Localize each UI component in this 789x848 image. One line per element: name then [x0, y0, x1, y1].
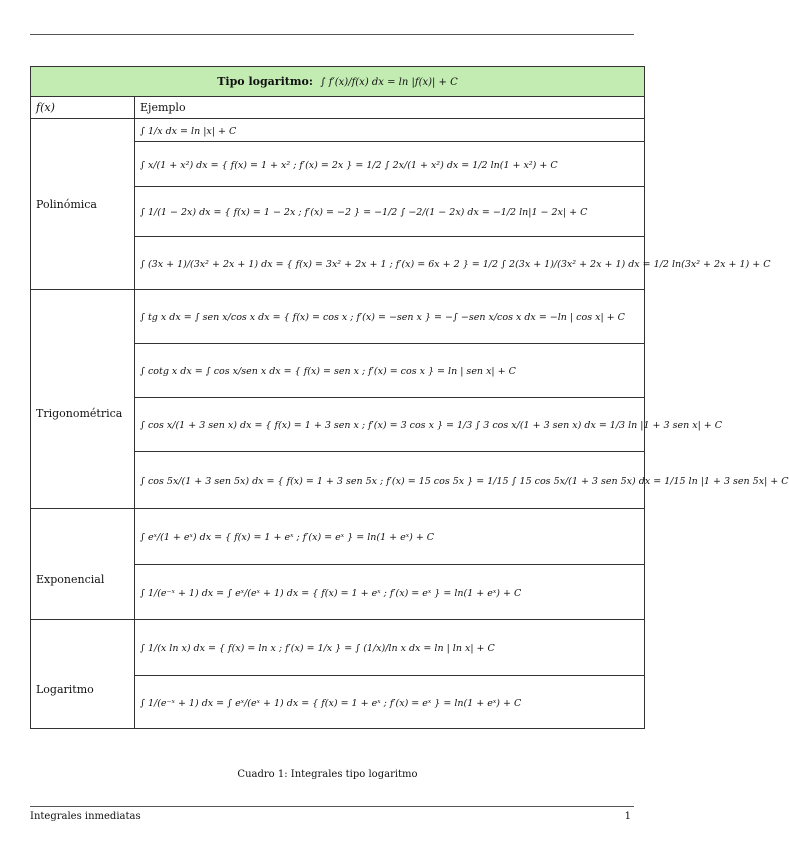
table-caption: Cuadro 1: Integrales tipo logaritmo: [237, 769, 418, 780]
example-formula: ∫ cos 5x/(1 + 3 sen 5x) dx = { f(x) = 1 + 3 sen 5x ; f′(x) = 15 cos 5x } = 1/15 ∫ 15 cos 5x/(1 + 3 sen 5x) dx = 1/15 ln |1 + 3 sen 5x| + C: [135, 452, 645, 509]
example-formula: ∫ 1/(e⁻ˣ + 1) dx = ∫ eˣ/(eˣ + 1) dx = { f(x) = 1 + eˣ ; f′(x) = eˣ } = ln(1 + eˣ) + C: [135, 676, 645, 729]
example-formula: ∫ 1/(1 − 2x) dx = { f(x) = 1 − 2x ; f′(x) = −2 } = −1/2 ∫ −2/(1 − 2x) dx = −1/2 ln|1 − 2x| + C: [135, 187, 645, 237]
example-formula: ∫ cotg x dx = ∫ cos x/sen x dx = { f(x) = sen x ; f′(x) = cos x } = ln | sen x| + C: [135, 344, 645, 398]
example-formula: ∫ eˣ/(1 + eˣ) dx = { f(x) = 1 + eˣ ; f′(x) = eˣ } = ln(1 + eˣ) + C: [135, 509, 645, 565]
header-example: Ejemplo: [135, 97, 645, 119]
top-rule: [30, 34, 634, 35]
header-fx: f(x): [31, 97, 135, 119]
category-exponencial: Exponencial: [31, 509, 135, 620]
example-formula: ∫ cos x/(1 + 3 sen x) dx = { f(x) = 1 + 3 sen x ; f′(x) = 3 cos x } = 1/3 ∫ 3 cos x/(1 + 3 sen x) dx = 1/3 ln |1 + 3 sen x| + C: [135, 398, 645, 452]
table-row: [31, 509, 645, 565]
table-row: [31, 620, 645, 676]
category-trigonometrica: Trigonométrica: [31, 290, 135, 509]
table-header-row: [31, 97, 645, 119]
footer-title: Integrales inmediatas: [30, 811, 141, 822]
footer-rule: [30, 806, 634, 807]
example-formula: ∫ x/(1 + x²) dx = { f(x) = 1 + x² ; f′(x) = 2x } = 1/2 ∫ 2x/(1 + x²) dx = 1/2 ln(1 + x²) + C: [135, 142, 645, 187]
table-row: [31, 119, 645, 142]
example-formula: ∫ 1/x dx = ln |x| + C: [135, 119, 645, 142]
integrals-table: [30, 66, 789, 729]
example-formula: ∫ tg x dx = ∫ sen x/cos x dx = { f(x) = cos x ; f′(x) = −sen x } = −∫ −sen x/cos x dx = −ln | cos x| + C: [135, 290, 645, 344]
table-title-row: [31, 67, 645, 97]
table-title-label: Tipo logaritmo:: [217, 75, 313, 88]
page-number: 1: [624, 811, 631, 822]
table-row: [31, 290, 645, 344]
example-formula: ∫ 1/(e⁻ˣ + 1) dx = ∫ eˣ/(eˣ + 1) dx = { f(x) = 1 + eˣ ; f′(x) = eˣ } = ln(1 + eˣ) + C: [135, 565, 645, 620]
table-title-formula: ∫ f′(x)/f(x) dx = ln |f(x)| + C: [320, 77, 458, 88]
example-formula: ∫ 1/(x ln x) dx = { f(x) = ln x ; f′(x) = 1/x } = ∫ (1/x)/ln x dx = ln | ln x| + C: [135, 620, 645, 676]
category-polinomica: Polinómica: [31, 119, 135, 290]
table-title-cell: [31, 67, 645, 97]
category-logaritmo: Logaritmo: [31, 620, 135, 729]
example-formula: ∫ (3x + 1)/(3x² + 2x + 1) dx = { f(x) = 3x² + 2x + 1 ; f′(x) = 6x + 2 } = 1/2 ∫ 2(3x + 1)/(3x² + 2x + 1) dx = 1/2 ln(3x² + 2x + 1) + C: [135, 237, 645, 290]
